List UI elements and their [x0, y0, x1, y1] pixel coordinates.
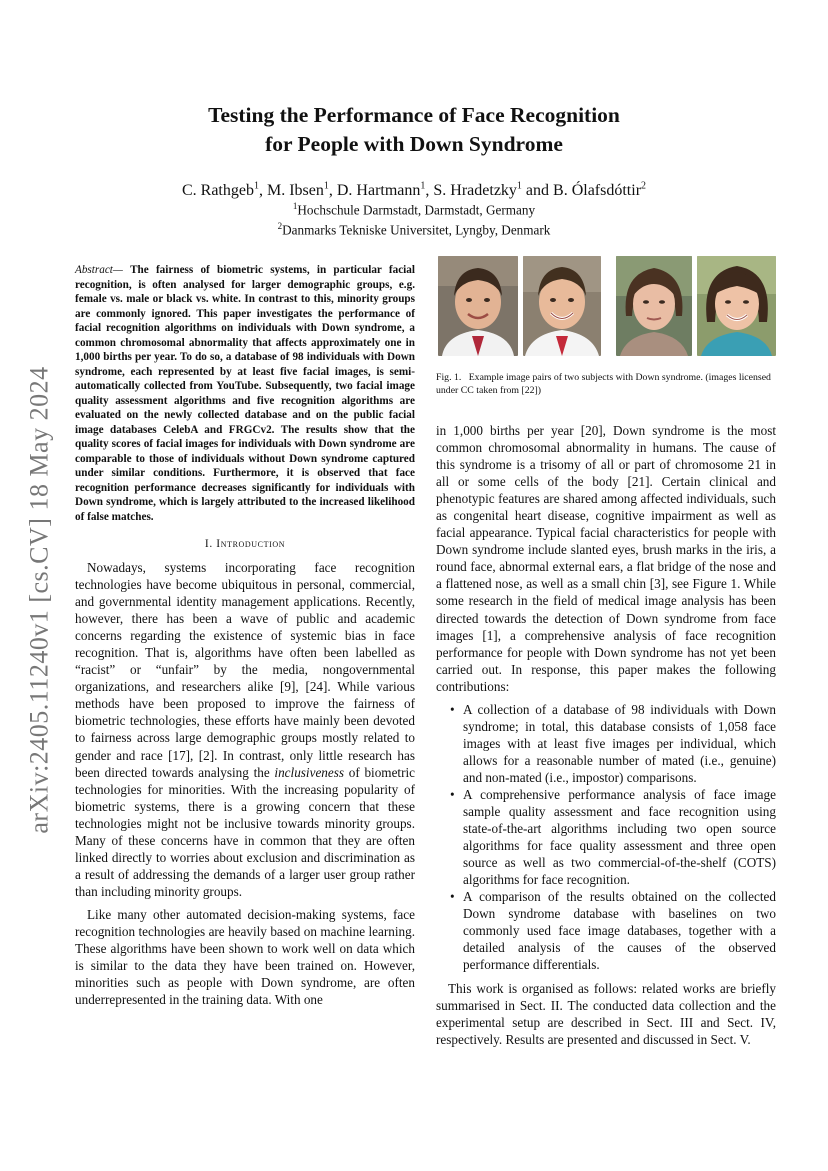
section-heading-introduction: I. Introduction	[204, 538, 286, 550]
abstract: Abstract— The fairness of biometric systems, in particular facial recognition, is often analysed for larger demographic groups, e.g. female vs. male or black vs. white. In contrast to this, minority groups are commonly ignored. This paper investigates the performance of facial recognition algorithms on individuals with Down syndrome, a common chromosomal abnormality that affects approximately one in 1,000 births per year. To do so, a database of 98 individuals with Down syndrome, each represented by at least five facial images, is semi-automatically collected from YouTube. Subsequently, two facial image quality assessment algorithms and five recognition algorithms are evaluated on the newly collected database and on the public facial image databases CelebA and FRGCv2. The results show that the quality scores of facial images for individuals with Down syndrome are comparable to those of individuals without Down syndrome captured under similar conditions. Furthermore, it is observed that face recognition performance decreases significantly for individuals with Down syndrome, which is largely attributed to the increased likelihood of false matches.	[75, 264, 415, 523]
figure-caption-text: Example image pairs of two subjects with Down syndrome. (images licensed under CC taken from [22])	[436, 372, 771, 396]
face-photo	[523, 256, 601, 356]
list-item: • A comprehensive performance analysis of face image sample quality assessment and face recognition using state-of-the-art algorithms including two open source algorithms for face quality assessment and three open source as well as two commercial-of-the-shelf (COTS) algorithms for face recognition.	[450, 786, 776, 888]
title-line-1: Testing the Performance of Face Recognition	[208, 103, 620, 127]
figure-1-caption	[436, 371, 776, 397]
contributions-list	[436, 701, 776, 974]
abstract-text: The fairness of biometric systems, in particular facial recognition, is often analysed for larger demographic groups, e.g. female vs. male or black vs. white. In contrast to this, minority groups are commonly ignored. This paper investigates the performance of facial recognition algorithms on individuals with Down syndrome, a common chromosomal abnormality that affects approximately one in 1,000 births per year. To do so, a database of 98 individuals with Down syndrome, each represented by at least five facial images, is semi-automatically collected from YouTube. Subsequently, two facial image quality assessment algorithms and five recognition algorithms are evaluated on the newly collected database and on the public facial image databases CelebA and FRGCv2. The results show that the quality scores of facial images for individuals with Down syndrome are comparable to those of individuals without Down syndrome captured under similar conditions. Furthermore, it is observed that face recognition performance decreases significantly for individuals with Down syndrome, which is largely attributed to the increased likelihood of false matches.	[75, 264, 415, 523]
right-paragraph-2: This work is organised as follows: related works are briefly summarised in Sect. II. The conducted data collection and the experimental setup are described in Sect. III and Sect. IV, respectively. Results are presented and discussed in Sect. V.	[436, 980, 776, 1047]
face-photo	[616, 256, 692, 356]
paper-title	[100, 101, 728, 159]
face-photo	[697, 256, 776, 356]
list-item: • A comparison of the results obtained on the collected Down syndrome database with baselines on two commonly used face image databases, together with a detailed analysis of the causes of the observed performance differentials.	[450, 889, 776, 973]
figure-1-images	[438, 256, 776, 356]
author: B. Ólafsdóttir$^2$	[553, 181, 647, 200]
face-photo	[438, 256, 518, 356]
figure-spacer	[606, 256, 612, 356]
author: M. Ibsen$^1$,	[266, 181, 337, 200]
author: D. Hartmann$^1$,	[336, 181, 434, 200]
author: C. Rathgeb$^1$,	[181, 181, 267, 200]
left-column	[75, 263, 415, 1008]
author: S. Hradetzky$^1$ and	[433, 181, 554, 200]
abstract-label: Abstract	[75, 264, 113, 276]
intro-paragraph-1: Nowadays, systems incorporating face recognition technologies have become ubiquitous in personal, commercial, and governmental identity management applications. Recently, however, there has been a wave of public and academic concerns regarding the existence of systemic bias in face recognition. That is, algorithms have often been labelled as “racist” or “unfair” by the media, nongovernmental organizations, and researchers alike [9], [24]. While various methods have been proposed to improve the fairness of biometric technologies, these efforts have mainly been devoted to fairness across large demographic groups mostly related to gender and race [17], [2]. In contrast, only little research has been directed towards analysing the inclusiveness of biometric technologies for minorities. With the increasing popularity of biometric systems, there is a growing concern that these technologies might not be inclusive towards minority groups. Many of these concerns have in common that they are often linked directly to worries about exclusion and discrimination as a result of addressing the demands of a larger user group rather than including minority groups.	[75, 560, 415, 899]
list-item: • A collection of a database of 98 individuals with Down syndrome; in total, this database consists of 1,058 face images with at least five images per individual, which allows for a reasonable number of mated (i.e., genuine) and non-mated (i.e., impostor) comparisons.	[450, 701, 776, 785]
affiliation-1: $^1$Hochschule Darmstadt, Darmstadt, Germany	[292, 201, 536, 218]
intro-paragraph-2: Like many other automated decision-making systems, face recognition technologies are heavily based on machine learning. These algorithms have been shown to work well on data which is similar to the data they have been trained on. However, minorities such as people with Down syndrome, are often underrepresented in the training data. With one	[75, 906, 415, 1008]
affiliation-2: $^2$Danmarks Tekniske Universitet, Lyngby, Denmark	[277, 221, 551, 238]
arxiv-identifier: arXiv:2405.11240v1 [cs.CV] 18 May 2024	[25, 366, 54, 834]
title-line-2: for People with Down Syndrome	[265, 132, 563, 156]
arxiv-sidebar	[22, 340, 58, 860]
figure-label: Fig. 1.	[436, 372, 462, 383]
right-paragraph-1: in 1,000 births per year [20], Down syndrome is the most common chromosomal abnormality in humans. The cause of this syndrome is a trisomy of all or part of chromosome 21 in all or some cells of the body [21]. Certain clinical and phenotypic features are shared among affected individuals, such as congenital heart disease, cognitive impairment as well as facial appearance. Typical facial characteristics for people with Down syndrome include slanted eyes, brush marks in the iris, a round face, abnormal external ears, a flat bridge of the nose and a flattened nose, as well as a small chin [3], see Figure 1. While some research in the field of medical image analysis has been directed towards the detection of Down syndrome from face images [1], a comprehensive analysis of face recognition performance for people with Down syndrome has not yet been carried out. In response, this paper makes the following contributions:	[436, 423, 776, 694]
right-column	[436, 256, 776, 1048]
